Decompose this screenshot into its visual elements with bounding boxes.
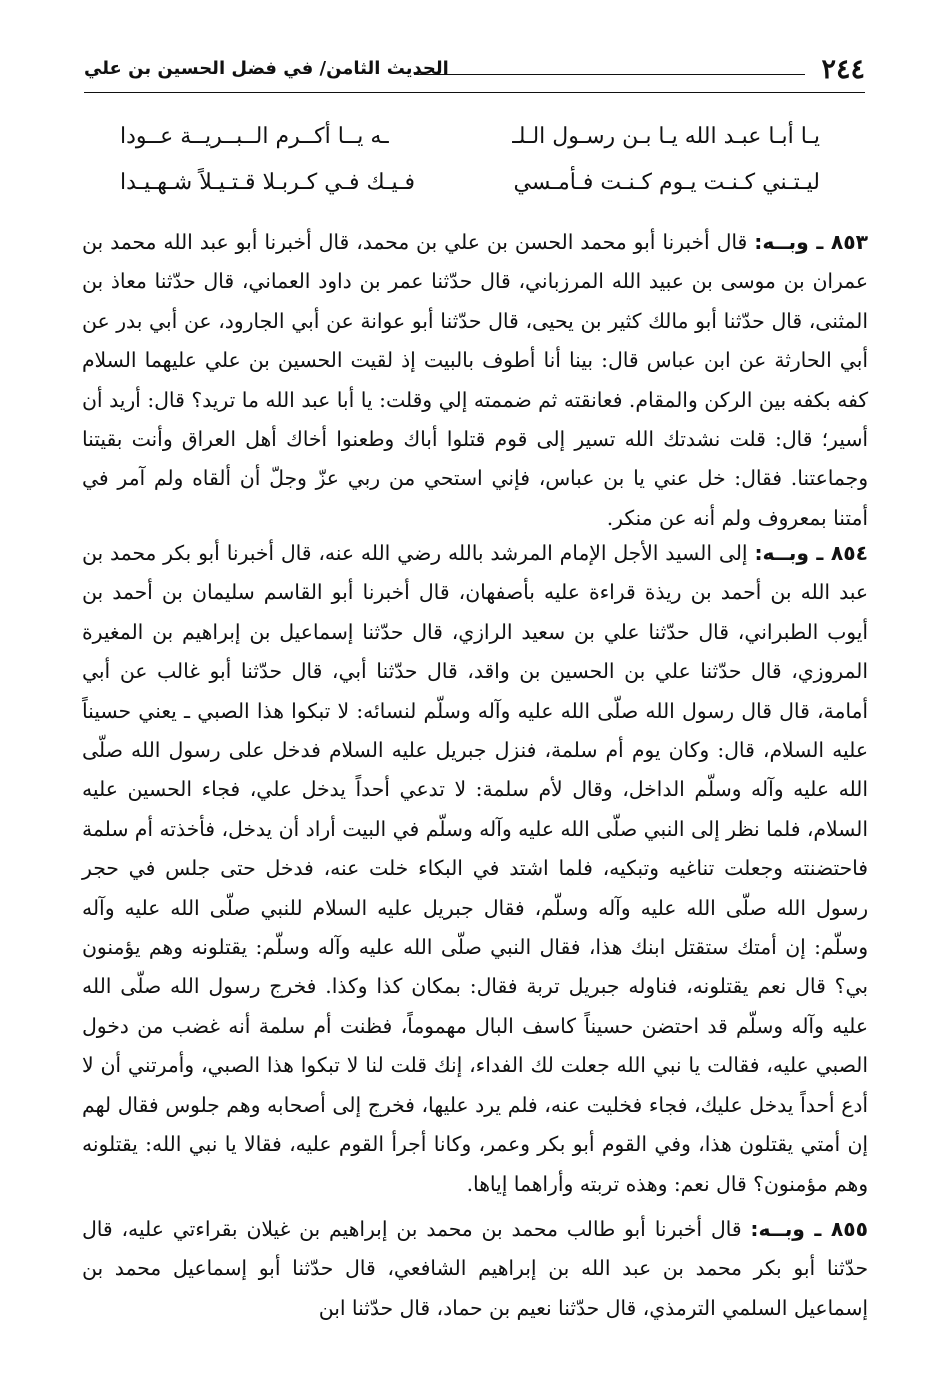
verse-first-hemistich: يـا أبـا عبـد الله يـا بـن رسـول الـلـ (512, 124, 820, 149)
hadith-number: ٨٥٥ ـ وبــه: (750, 1217, 869, 1241)
poem-verse (120, 124, 820, 164)
running-title: الحديث الثامن/ في فضل الحسين بن علي (84, 58, 449, 79)
verse-second-hemistich: ـه يــا أكــرم الــبــريــة عــودا (120, 124, 389, 149)
verse-second-hemistich: فـيـك فـي كـربـلا قـتـيـلاً شـهـيـدا (120, 170, 416, 195)
hadith-paragraph (82, 1210, 868, 1328)
poem-verse (120, 170, 820, 210)
page-header (84, 52, 865, 93)
hadith-text: قال أخبرنا أبو طالب محمد بن محمد بن إبراهيم بن غيلان بقراءتي عليه، قال حدّثنا أبو بكر محمد بن عبد الله بن إبراهيم الشافعي، قال حدّثنا أبو إسماعيل محمد بن إسماعيل السلمي الترمذي، قال حدّثنا نعيم بن حماد، قال حدّثنا ابن (82, 1217, 868, 1320)
hadith-text: إلى السيد الأجل الإمام المرشد بالله رضي الله عنه، قال أخبرنا أبو بكر محمد بن عبد الله بن أحمد بن ريذة قراءة عليه بأصفهان، قال أخبرنا أبو القاسم سليمان بن أحمد بن أيوب الطبراني، قال حدّثنا علي بن سعيد الرازي، قال حدّثنا إسماعيل بن إبراهيم بن المغيرة المروزي، قال حدّثنا علي بن الحسين بن واقد، قال حدّثنا أبي، قال حدّثنا أبو غالب عن أبي أمامة، قال قال رسول الله صلّى الله عليه وآله وسلّم لنسائه: لا تبكوا هذا الصبي ـ يعني حسيناً عليه السلام، قال: وكان يوم أم سلمة، فنزل جبريل عليه السلام فدخل على رسول الله صلّى الله عليه وآله وسلّم الداخل، وقال لأم سلمة: لا تدعي أحداً يدخل علي، فجاء الحسين عليه السلام، فلما نظر إلى النبي صلّى الله عليه وآله وسلّم في البيت أراد أن يدخل، فأخذته أم سلمة فاحتضنته وجعلت تناغيه وتبكيه، فلما اشتد في البكاء خلت عنه، فدخل حتى جلس في حجر رسول الله صلّى الله عليه وآله وسلّم، فقال جبريل عليه السلام للنبي صلّى الله عليه وآله وسلّم: إن أمتك ستقتل ابنك هذا، فقال النبي صلّى الله عليه وآله وسلّم: يقتلونه وهم يؤمنون بي؟ قال نعم يقتلونه، فناوله جبريل تربة فقال: بمكان كذا وكذا. فخرج رسول الله صلّى الله عليه وآله وسلّم قد احتضن حسيناً كاسف البال مهموماً، فظنت أم سلمة أنه غضب من دخول الصبي عليه، فقالت يا نبي الله جعلت لك الفداء، إنك قلت لنا لا تبكوا هذا الصبي، وأمرتني أن لا أدع أحداً يدخل عليك، فجاء فخليت عنه، فلم يرد عليها، فخرج إلى أصحابه وهم جلوس فقال لهم إن أمتي يقتلون هذا، وفي القوم أبو بكر وعمر، وكانا أجرأ القوم عليه، فقالا يا نبي الله: يقتلونه وهم مؤمنون؟ قال نعم: وهذه تربته وأراهما إياها. (82, 541, 868, 1196)
hadith-paragraph (82, 534, 868, 1204)
hadith-number: ٨٥٤ ـ وبــه: (754, 541, 868, 565)
page-number: ٢٤٤ (821, 54, 865, 85)
hadith-paragraph (82, 223, 868, 538)
header-rule (414, 74, 805, 75)
hadith-text: قال أخبرنا أبو محمد الحسن بن علي بن محمد، قال أخبرنا أبو عبد الله محمد بن عمران بن موسى بن عبيد الله المرزباني، قال حدّثنا عمر بن داود العماني، قال حدّثنا معاذ بن المثنى، قال حدّثنا أبو مالك كثير بن يحيى، قال حدّثنا أبو عوانة عن أبي الجارود، عن أبي بدر عن أبي الحارثة عن ابن عباس قال: بينا أنا أطوف بالبيت إذ لقيت الحسين بن علي عليهما السلام كفه بكفه بين الركن والمقام. فعانقته ثم ضممته إلي وقلت: يا أبا عبد الله ما تريد؟ قال: أريد أن أسير؛ قال: قلت نشدتك الله تسير إلى قوم قتلوا أباك وطعنوا أخاك أهل العراق وأنت بقيتنا وجماعتنا. فقال: خل عني يا بن عباس، فإني استحي من ربي عزّ وجلّ أن ألقاه ولم آمر في أمتنا بمعروف ولم أنه عن منكر. (82, 230, 868, 530)
hadith-number: ٨٥٣ ـ وبــه: (754, 230, 868, 254)
verse-first-hemistich: ليـتـني كـنـت يـوم كـنـت فـأمـسي (513, 170, 820, 195)
